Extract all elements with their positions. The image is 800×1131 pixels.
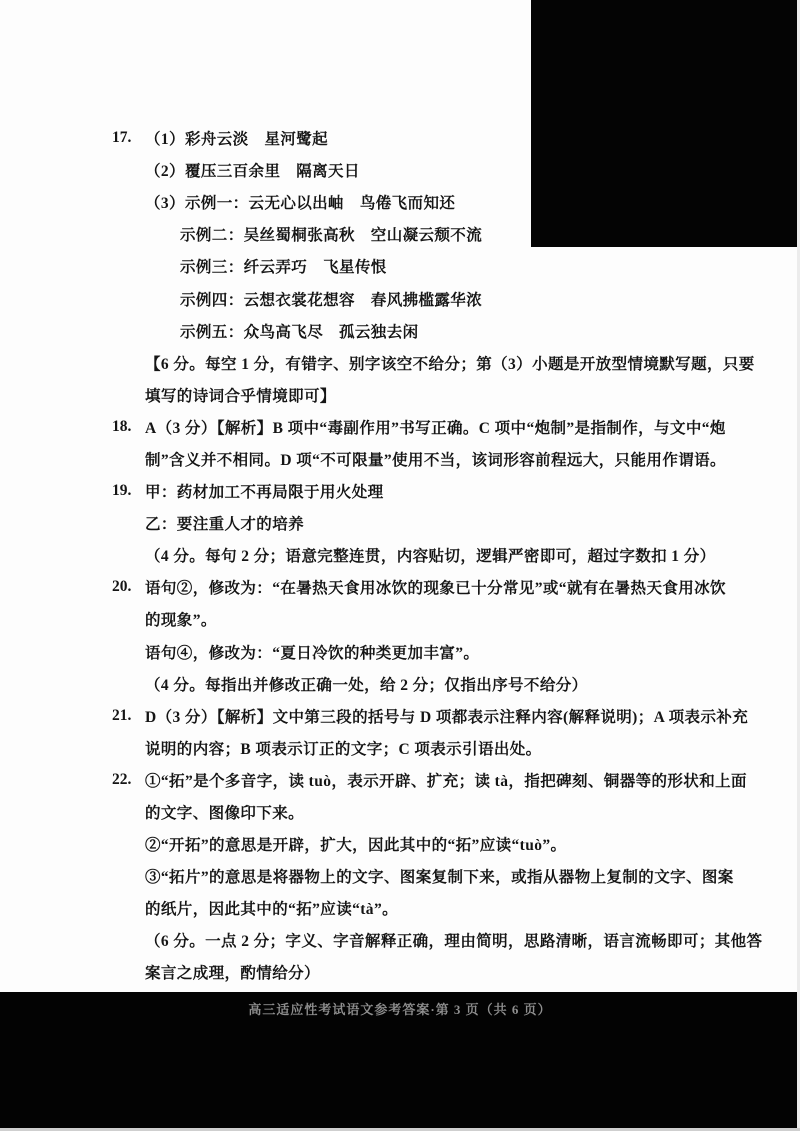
answer-text: 填写的诗词合乎情境即可】 [145, 387, 336, 405]
answer-line [0, 892, 800, 924]
answer-line [0, 924, 800, 956]
answer-line [0, 732, 800, 764]
answer-text: 示例三：纤云弄巧 飞星传恨 [180, 259, 387, 277]
answer-text: 语句②，修改为：“在暑热天食用冰饮的现象已十分常见”或“就有在暑热天食用冰饮 [145, 580, 726, 598]
answer-text: （4 分。每指出并修改正确一处，给 2 分；仅指出序号不给分） [145, 676, 588, 694]
page-footer: 高三适应性考试语文参考答案·第 3 页（共 6 页） [248, 1002, 552, 1017]
answer-text-block [0, 122, 800, 989]
answer-line [0, 828, 800, 860]
answer-text: 的纸片，因此其中的“拓”应读“tà”。 [145, 901, 399, 919]
answer-line [0, 668, 800, 700]
answer-text: 说明的内容；B 项表示订正的文字；C 项表示引语出处。 [145, 740, 542, 758]
answer-text: 示例五：众鸟高飞尽 孤云独去闲 [180, 323, 419, 341]
answer-line [0, 700, 800, 732]
answer-text: ③“拓片”的意思是将器物上的文字、图案复制下来，或指从器物上复制的文字、图案 [145, 869, 734, 887]
question-number: 22. [112, 770, 132, 788]
answer-text: 示例二：吴丝蜀桐张高秋 空山凝云颓不流 [180, 227, 483, 245]
answer-text: 的文字、图像印下来。 [145, 805, 305, 823]
answer-line [0, 347, 800, 379]
answer-text: 示例四：云想衣裳花想容 春风拂槛露华浓 [180, 291, 483, 309]
answer-line [0, 507, 800, 539]
answer-line [0, 411, 800, 443]
answer-line [0, 956, 800, 988]
answer-line [0, 282, 800, 314]
answer-line [0, 539, 800, 571]
answer-text: 语句④，修改为：“夏日冷饮的种类更加丰富”。 [145, 644, 480, 662]
answer-line [0, 122, 800, 154]
answer-line [0, 250, 800, 282]
question-number: 20. [112, 578, 132, 596]
answer-line [0, 764, 800, 796]
answer-text: ②“开拓”的意思是开辟，扩大，因此其中的“拓”应读“tuò”。 [145, 837, 567, 855]
answer-text: ①“拓”是个多音字，读 tuò，表示开辟、扩充；读 tà，指把碑刻、铜器等的形状和上面 [145, 772, 747, 790]
answer-text: （2）覆压三百余里 隔离天日 [145, 163, 360, 181]
answer-text: 乙：要注重人才的培养 [145, 516, 305, 534]
answer-text: （3）示例一：云无心以出岫 鸟倦飞而知还 [145, 195, 456, 213]
answer-text: 案言之成理，酌情给分） [145, 965, 320, 983]
answer-text: 甲：药材加工不再局限于用火处理 [145, 484, 384, 502]
answer-text: A（3 分）【解析】B 项中“毒副作用”书写正确。C 项中“炮制”是指制作，与文中“炮 [145, 419, 726, 437]
answer-text: （6 分。一点 2 分；字义、字音解释正确，理由简明，思路清晰，语言流畅即可；其他答 [145, 933, 763, 951]
question-number: 21. [112, 706, 132, 724]
answer-text: 制”含义并不相同。D 项“不可限量”使用不当，该词形容前程远大，只能用作谓语。 [145, 451, 726, 469]
answer-line [0, 154, 800, 186]
answer-line [0, 186, 800, 218]
answer-text: 【6 分。每空 1 分，有错字、别字该空不给分；第（3）小题是开放型情境默写题，只要 [145, 355, 755, 373]
answer-line [0, 603, 800, 635]
answer-line [0, 443, 800, 475]
answer-text: 的现象”。 [145, 612, 217, 630]
answer-line [0, 218, 800, 250]
answer-text: （1）彩舟云淡 星河鹭起 [145, 131, 329, 149]
scan-dark-footer-band [0, 992, 800, 1131]
answer-line [0, 860, 800, 892]
answer-line [0, 475, 800, 507]
question-number: 18. [112, 417, 132, 435]
question-number: 17. [112, 129, 132, 147]
question-number: 19. [112, 482, 132, 500]
answer-text: （4 分。每句 2 分；语意完整连贯，内容贴切，逻辑严密即可，超过字数扣 1 分） [145, 548, 716, 566]
answer-line [0, 315, 800, 347]
answer-text: D（3 分）【解析】文中第三段的括号与 D 项都表示注释内容(解释说明)；A 项表示补充 [145, 708, 749, 726]
answer-line [0, 636, 800, 668]
answer-line [0, 379, 800, 411]
answer-line [0, 571, 800, 603]
answer-line [0, 796, 800, 828]
